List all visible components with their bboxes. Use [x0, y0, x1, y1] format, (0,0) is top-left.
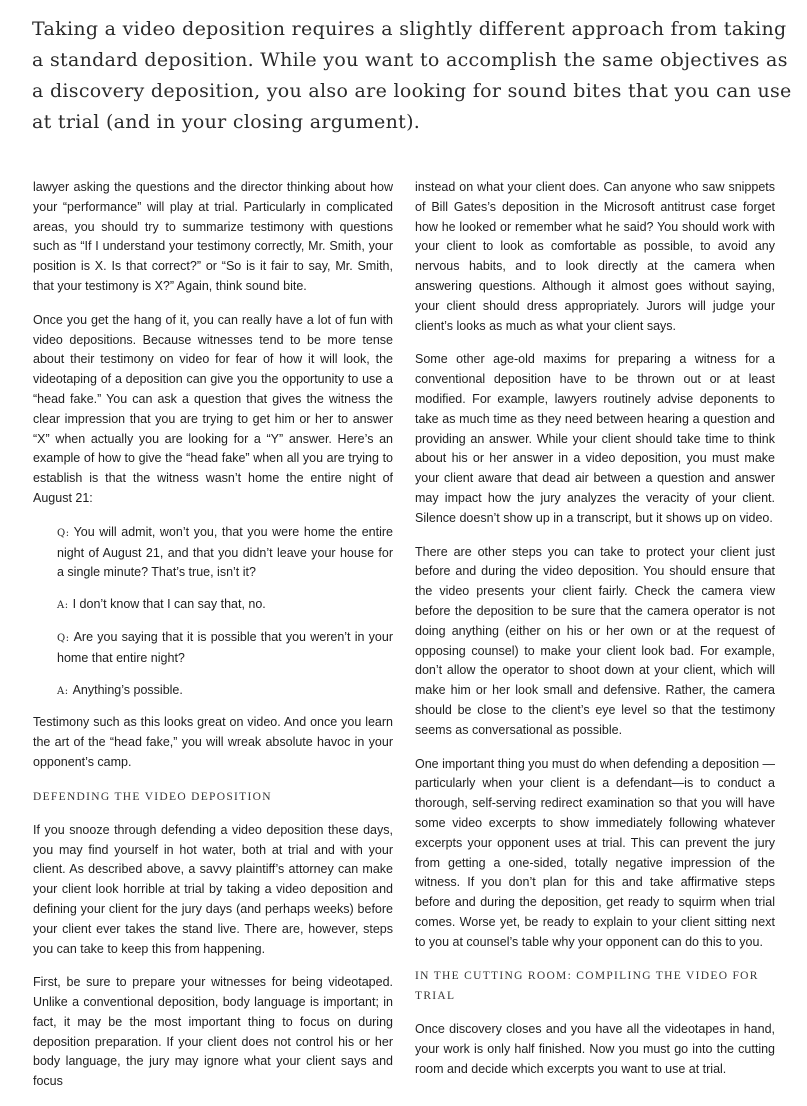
qa-speaker: A: [57, 600, 69, 612]
qa-line [33, 523, 393, 583]
left-column [33, 178, 393, 1106]
body-paragraph: Some other age-old maxims for preparing a witness for a conventional deposition have to be thrown out or at least modified. For example, lawyers routinely advise deponents to take as much time as they need between hearing a question and providing an answer. While your client should take time to think about his or her answer in a video deposition, you must make your client aware that dead air between a question and answer may impact how the jury analyzes the veracity of your client. Silence doesn’t show up in a transcript, but it shows up on video. [415, 352, 775, 525]
qa-text: I don’t know that I can say that, no. [72, 597, 266, 612]
qa-speaker: Q: [57, 527, 70, 539]
section-heading: IN THE CUTTING ROOM: COMPILING THE VIDEO FOR TRIAL [415, 970, 759, 1003]
pull-quote: Taking a video deposition requires a slightly different approach from taking a standard deposition. While you want to accomplish the same objectives as a discovery deposition, you also are looking for sound bites that you can use at trial (and in your closing argument). [32, 18, 792, 133]
qa-text: You will admit, won’t you, that you were home the entire night of August 21, and that you didn’t leave your house for a single minute? That’s true, isn’t it? [57, 524, 393, 580]
body-paragraph: Once discovery closes and you have all the videotapes in hand, your work is only half finished. Now you must go into the cutting room and decide which excerpts you want to use at trial. [415, 1022, 775, 1077]
qa-text: Are you saying that it is possible that you weren’t in your home that entire night? [57, 629, 393, 665]
qa-text: Anything’s possible. [72, 682, 183, 697]
body-paragraph: Once you get the hang of it, you can really have a lot of fun with video depositions. Because witnesses tend to be more tense about their testimony on video for fear of how it will look, the videotaping of a deposition can give you the opportunity to use a “head fake.” You can ask a question that gives the witness the clear impression that you are trying to get him or her to answer “X” when actually you are looking for a “Y” answer. Here’s an example of how to give the “head fake” when all you are trying to establish is that the witness wasn’t home the entire night of August 21: [33, 312, 393, 505]
qa-speaker: Q: [57, 632, 70, 644]
body-paragraph: First, be sure to prepare your witnesses for being videotaped. Unlike a conventional deposition, body language is important; in fact, it may be the most important thing to focus on during deposition preparation. If your client does not control his or her body language, the jury may ignore what your client says and focus [33, 975, 393, 1089]
body-paragraph: If you snooze through defending a video deposition these days, you may find yourself in hot water, both at trial and with your client. As described above, a savvy plaintiff’s attorney can make your client look horrible at trial by taking a video deposition and defining your client for the jury days (and perhaps weeks) before your client ever takes the stand live. There are, however, steps you can take to keep this from happening. [33, 822, 393, 956]
body-paragraph: instead on what your client does. Can anyone who saw snippets of Bill Gates’s deposition in the Microsoft antitrust case forget how he looked or remember what he said? You should work with your client to look as comfortable as possible, to avoid any nervous habits, and to look directly at the camera when answering questions. Although it almost goes without saying, your client should dress appropriately. Jurors will judge your client’s looks as much as what your client says. [415, 180, 775, 333]
right-column [415, 178, 775, 1094]
section-heading: DEFENDING THE VIDEO DEPOSITION [33, 790, 272, 803]
body-paragraph: There are other steps you can take to protect your client just before and during the video deposition. You should ensure that the video presents your client fairly. Check the camera view before the deposition to be sure that the camera operator is not doing anything (either on his or her own or at the request of opposing counsel) to make your client look bad. For example, don’t allow the operator to shoot down at your client, which will make him or her look small and defensive. Rather, the camera should be close to the client’s eye level so that the testimony seems as conversational as possible. [415, 544, 775, 737]
qa-line [33, 595, 393, 616]
body-paragraph: lawyer asking the questions and the director thinking about how your “performance” will play at trial. Particularly in complicated areas, you should try to summarize testimony with questions such as “If I understand your testimony correctly, Mr. Smith, your position is X. Is that correct?” or “So is it fair to say, Mr. Smith, that your testimony is X?” Again, think sound bite. [33, 180, 393, 293]
body-paragraph: One important thing you must do when defending a deposition —particularly when your client is a defendant—is to conduct a thorough, self-serving redirect examination so that you will have some video excerpts to show immediately following whatever excerpts your opponent uses at trial. This can prevent the jury from getting a one-sided, totally negative impression of the witness. If you don’t plan for this and take affirmative steps before and during the deposition, get ready to squirm when trial comes. Worse yet, be ready to explain to your client sitting next to you at counsel’s table why your opponent can do this to you. [415, 756, 775, 949]
qa-line [33, 681, 393, 702]
qa-speaker: A: [57, 685, 69, 697]
qa-line [33, 628, 393, 669]
body-paragraph: Testimony such as this looks great on video. And once you learn the art of the “head fake,” you will wreak absolute havoc in your opponent’s camp. [33, 715, 393, 769]
